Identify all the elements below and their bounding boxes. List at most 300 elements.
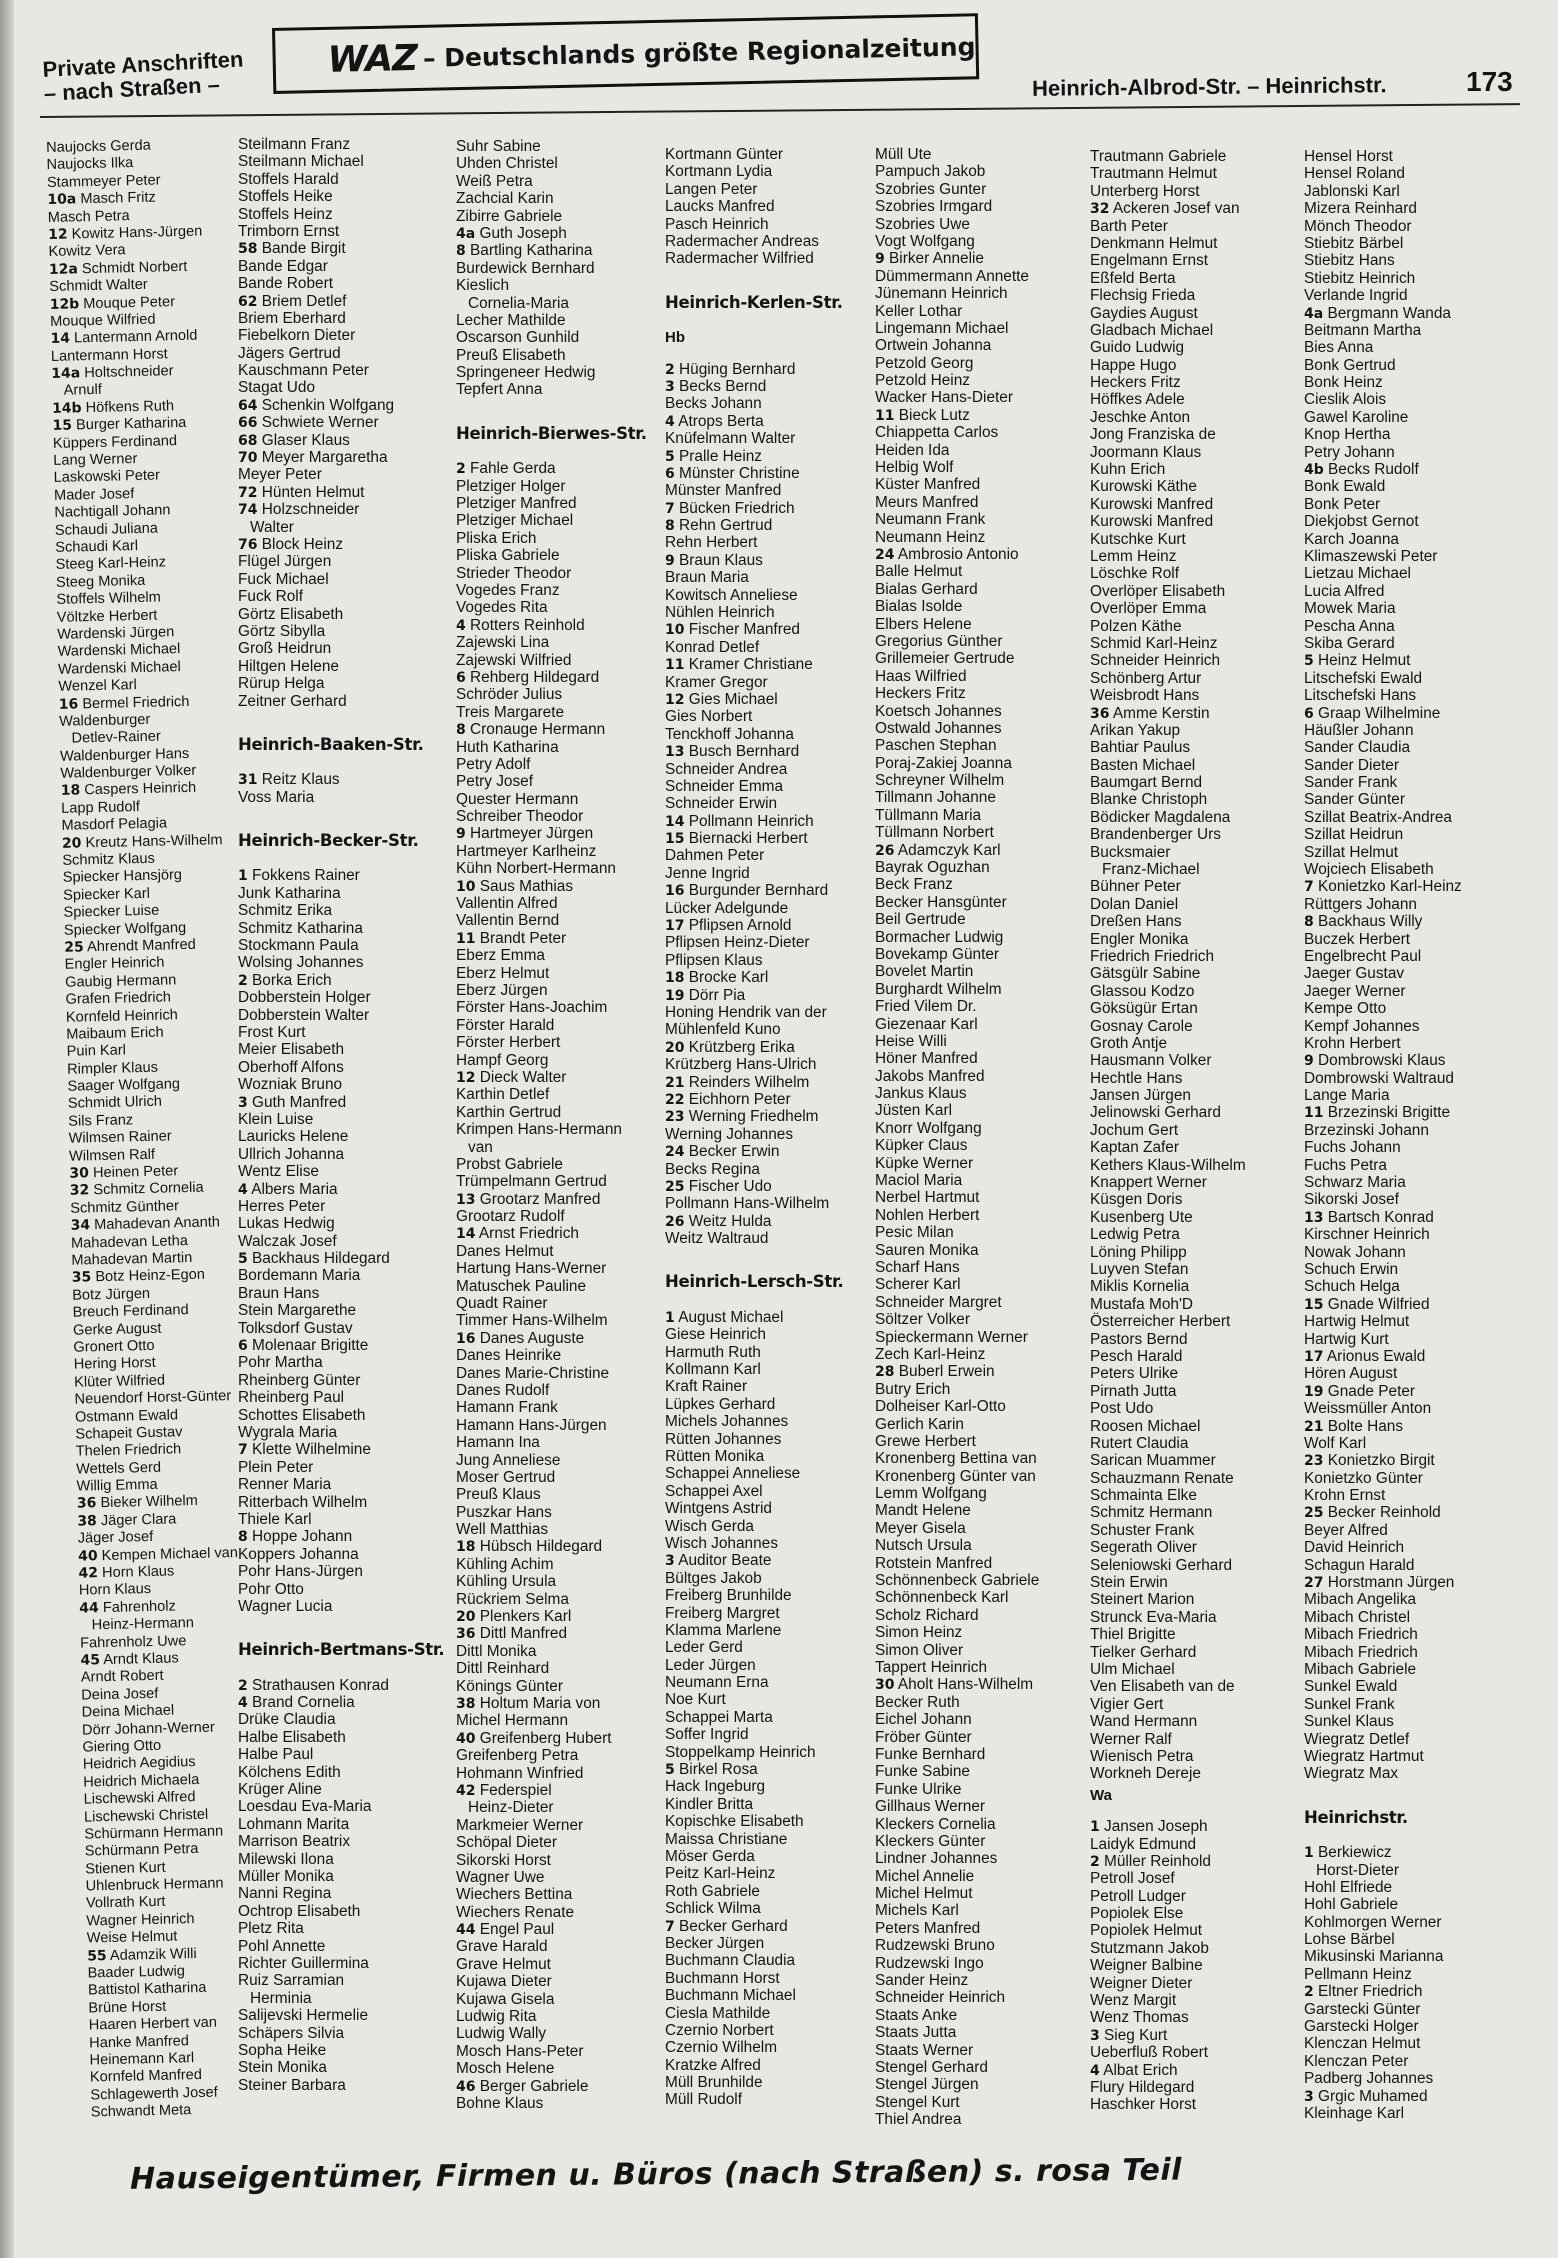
directory-entry (1090, 200, 1295, 217)
resident-name: Pohr Martha (238, 1354, 323, 1372)
resident-name: Gladbach Michael (1090, 321, 1214, 339)
directory-entry (456, 364, 661, 381)
directory-entry (665, 778, 870, 795)
resident-name: Szobries Uwe (875, 215, 970, 233)
resident-name: Sikorski Horst (456, 1851, 551, 1869)
resident-name: Arikan Yakup (1090, 721, 1181, 739)
resident-name: Werning Friedhelm (688, 1108, 819, 1126)
resident-name: Pohr Hans-Jürgen (238, 1563, 363, 1581)
resident-name: Stengel Jürgen (875, 2076, 979, 2094)
resident-name: Schagun Harald (1304, 1556, 1415, 1574)
resident-name: Krüger Aline (238, 1781, 322, 1799)
directory-entry (665, 2074, 870, 2091)
resident-name: Sander Günter (1304, 791, 1405, 809)
resident-name: Eichhorn Peter (688, 1090, 791, 1108)
resident-name: Fischer Udo (688, 1177, 772, 1195)
resident-name: Stutzmann Jakob (1090, 1939, 1209, 1957)
resident-name: Rudzewski Ingo (875, 1954, 984, 1972)
resident-name: Puszkar Hans (456, 1503, 552, 1521)
directory-entry (665, 395, 870, 412)
resident-name: Becker Reinhold (1327, 1504, 1441, 1522)
directory-entry (875, 650, 1080, 667)
resident-name: Weitz Hulda (688, 1212, 772, 1230)
resident-name: Moser Gertrud (456, 1468, 556, 1486)
directory-entry (875, 563, 1080, 580)
directory-entry (1090, 1452, 1295, 1469)
resident-name: Mizera Reinhard (1304, 200, 1417, 218)
directory-entry (456, 1139, 661, 1156)
house-number: 4 (238, 1695, 248, 1712)
directory-entry (665, 569, 870, 586)
directory-entry (238, 1372, 443, 1389)
directory-entry (456, 277, 661, 294)
resident-name: Funke Bernhard (875, 1745, 986, 1763)
resident-name: Flechsig Frieda (1090, 287, 1196, 305)
directory-entry (665, 2022, 870, 2039)
resident-name: Meyer Gisela (875, 1519, 966, 1537)
directory-entry (1090, 652, 1295, 669)
directory-entry (1090, 148, 1295, 165)
resident-name: Buberl Erwein (898, 1363, 995, 1381)
directory-entry (238, 362, 443, 379)
resident-name: Lantermann Horst (50, 345, 168, 365)
directory-entry (456, 478, 661, 495)
resident-name: Knorr Wolfgang (875, 1119, 982, 1137)
directory-entry (1090, 1940, 1295, 1957)
directory-entry (456, 1747, 661, 1764)
resident-name: Strieder Theodor (456, 564, 572, 582)
resident-name: Michel Helmut (875, 1885, 973, 1903)
resident-name: Knüfelmann Walter (665, 430, 796, 448)
directory-entry (1090, 1018, 1295, 1035)
directory-entry (238, 1041, 443, 1058)
resident-name: Dittl Reinhard (456, 1660, 550, 1678)
directory-entry (456, 599, 661, 616)
directory-entry (456, 1556, 661, 1573)
resident-name: Kühn Norbert-Hermann (456, 860, 616, 878)
resident-name: Klamma Marlene (665, 1621, 782, 1639)
directory-entry (665, 1213, 870, 1230)
resident-name: Tolksdorf Gustav (238, 1319, 353, 1337)
directory-entry (665, 1431, 870, 1448)
directory-entry (875, 1868, 1080, 1885)
resident-name: Brandt Peter (479, 929, 567, 947)
directory-entry (665, 1396, 870, 1413)
resident-name: Schürmann Hermann (84, 1823, 224, 1843)
resident-name: Wardenski Jürgen (57, 624, 175, 643)
resident-name: Sander Claudia (1304, 739, 1411, 757)
resident-name: Bonk Peter (1304, 495, 1381, 513)
resident-name: Peters Ulrike (1090, 1365, 1179, 1383)
directory-entry (875, 1242, 1080, 1259)
resident-name: Arionus Ewald (1326, 1347, 1426, 1365)
resident-name: Weise Helmut (86, 1928, 178, 1947)
directory-entry (238, 1163, 443, 1180)
resident-name: Simon Heinz (875, 1624, 963, 1642)
directory-entry (875, 1363, 1080, 1380)
directory-entry (1090, 1888, 1295, 1905)
resident-name: Förster Herbert (456, 1034, 561, 1052)
resident-name: Herres Peter (238, 1197, 326, 1215)
directory-entry (1304, 878, 1509, 895)
directory-entry (665, 813, 870, 830)
directory-entry (238, 2007, 443, 2024)
resident-name: Laidyk Edmund (1090, 1835, 1197, 1853)
directory-entry (665, 1900, 870, 1917)
resident-name: Engelbrecht Paul (1304, 947, 1422, 965)
directory-entry (238, 972, 443, 989)
directory-entry (238, 1494, 443, 1511)
directory-entry (665, 1378, 870, 1395)
resident-name: Renner Maria (238, 1476, 332, 1494)
resident-name: Arnulf (63, 382, 102, 400)
resident-name: Mouque Peter (83, 293, 176, 312)
resident-name: Saus Mathias (479, 877, 574, 895)
resident-name: Kortmann Lydia (665, 163, 773, 181)
resident-name: Stiebitz Heinrich (1304, 269, 1416, 287)
directory-entry (456, 825, 661, 842)
directory-entry (1304, 305, 1509, 322)
directory-entry (1090, 1104, 1295, 1121)
resident-name: Kowitsch Anneliese (665, 586, 798, 604)
resident-name: Szillat Helmut (1304, 843, 1399, 861)
directory-entry (1304, 826, 1509, 843)
directory-entry (238, 571, 443, 588)
resident-name: Schreiber Theodor (456, 808, 584, 826)
directory-entry (665, 2091, 870, 2108)
directory-entry (456, 1417, 661, 1434)
directory-entry (665, 969, 870, 986)
directory-entry (1090, 809, 1295, 826)
resident-name: Sieg Kurt (1104, 2026, 1168, 2044)
directory-entry (1090, 2096, 1295, 2113)
resident-name: Honing Hendrik van der (665, 1004, 827, 1021)
directory-entry (665, 847, 870, 864)
directory-entry (456, 1608, 661, 1625)
directory-entry (1090, 1000, 1295, 1017)
directory-entry (238, 310, 443, 327)
directory-entry (1090, 2079, 1295, 2096)
resident-name: van (468, 1138, 493, 1156)
directory-entry (238, 1711, 443, 1728)
resident-name: Birker Annelie (889, 250, 984, 268)
directory-entry (875, 1050, 1080, 1067)
directory-entry (238, 2042, 443, 2059)
directory-entry (456, 739, 661, 756)
directory-entry (1304, 218, 1509, 235)
resident-name: Gregorius Günther (875, 632, 1003, 650)
directory-entry (238, 1320, 443, 1337)
directory-entry (1304, 1626, 1509, 1643)
directory-entry (875, 685, 1080, 702)
resident-name: Jüsten Karl (875, 1102, 952, 1120)
resident-name: Laskowski Peter (53, 467, 161, 487)
resident-name: Grillemeier Gertrude (875, 650, 1015, 668)
directory-entry (665, 1761, 870, 1778)
resident-name: Grave Helmut (456, 1955, 551, 1973)
house-number: 23 (665, 1109, 685, 1126)
resident-name: Petzold Heinz (875, 372, 970, 390)
directory-entry (1090, 235, 1295, 252)
house-number: 7 (665, 1918, 675, 1935)
directory-entry (875, 146, 1080, 163)
directory-entry (875, 163, 1080, 180)
directory-entry (665, 1344, 870, 1361)
house-number: 3 (665, 378, 675, 395)
directory-entry (1090, 757, 1295, 774)
directory-entry (665, 1326, 870, 1343)
directory-entry (665, 1848, 870, 1865)
resident-name: Stammeyer Peter (46, 172, 161, 191)
resident-name: Sunkel Ewald (1304, 1678, 1398, 1696)
directory-column-3 (456, 138, 661, 2112)
directory-entry (1304, 809, 1509, 826)
resident-name: Schneider Margret (875, 1293, 1002, 1311)
house-number: 14a (51, 365, 81, 383)
resident-name: Schwiete Werner (261, 414, 379, 432)
directory-entry (238, 1581, 443, 1598)
resident-name: Frost Kurt (238, 1024, 306, 1041)
directory-entry (1090, 2062, 1295, 2079)
directory-entry (456, 1260, 661, 1277)
resident-name: Kratzke Alfred (665, 2056, 761, 2074)
resident-name: Spiecker Karl (62, 885, 151, 904)
resident-name: Berger Gabriele (479, 2077, 589, 2095)
resident-name: Kusenberg Ute (1090, 1208, 1193, 1226)
house-number: 2 (1090, 1853, 1100, 1870)
resident-name: Federspiel (479, 1781, 552, 1799)
resident-name: Steilmann Franz (238, 136, 351, 153)
resident-name: Lemm Heinz (1090, 547, 1177, 565)
resident-name: Dolan Daniel (1090, 895, 1179, 913)
resident-name: Kleckers Cornelia (875, 1815, 996, 1833)
directory-entry (238, 1111, 443, 1128)
directory-entry (238, 188, 443, 205)
resident-name: Krützberg Hans-Ulrich (665, 1056, 817, 1074)
resident-name: Jablonski Karl (1304, 182, 1400, 200)
resident-name: Mibach Angelika (1304, 1591, 1417, 1609)
resident-name: Heinen Peter (92, 1163, 179, 1182)
directory-entry (456, 1243, 661, 1260)
house-number: 4 (456, 617, 466, 634)
house-number: 4 (238, 1181, 248, 1198)
directory-entry (1304, 1313, 1509, 1330)
resident-name: Fuck Michael (238, 570, 329, 588)
directory-entry (665, 1726, 870, 1743)
resident-name: Strunck Eva-Maria (1090, 1608, 1217, 1626)
resident-name: Garstecki Günter (1304, 2000, 1421, 2018)
resident-name: Miklis Kornelia (1090, 1278, 1190, 1296)
resident-name: Söltzer Volker (875, 1311, 970, 1329)
resident-name: Trautmann Helmut (1090, 165, 1217, 183)
directory-entry (1304, 513, 1509, 530)
directory-entry (1304, 705, 1509, 722)
directory-entry (875, 1346, 1080, 1363)
directory-entry (875, 946, 1080, 963)
directory-entry (456, 1312, 661, 1329)
resident-name: Soffer Ingrid (665, 1726, 749, 1744)
directory-entry (1090, 583, 1295, 600)
resident-name: Eberz Helmut (456, 964, 550, 982)
resident-name: Petroll Josef (1090, 1870, 1175, 1888)
directory-entry (665, 361, 870, 378)
resident-name: Ruiz Sarramian (238, 1972, 345, 1990)
directory-entry (875, 2076, 1080, 2093)
directory-entry (456, 756, 661, 773)
resident-name: Bücken Friedrich (679, 499, 795, 517)
resident-name: Engelmann Ernst (1090, 252, 1209, 270)
resident-name: Klein Luise (238, 1110, 314, 1128)
directory-entry (1090, 1487, 1295, 1504)
directory-entry (1304, 983, 1509, 1000)
resident-name: Lemm Wolfgang (875, 1485, 987, 1503)
resident-name: Overlöper Elisabeth (1090, 582, 1226, 600)
resident-name: Weiß Petra (456, 172, 533, 190)
directory-entry (238, 640, 443, 657)
directory-entry (875, 1276, 1080, 1293)
resident-name: Pollmann Heinrich (688, 812, 814, 830)
resident-name: Spiecker Wolfgang (63, 919, 187, 939)
directory-entry (1090, 1765, 1295, 1782)
directory-entry (1304, 1644, 1509, 1661)
resident-name: Ludwig Rita (456, 2008, 537, 2026)
street-heading (238, 736, 443, 753)
directory-entry (875, 859, 1080, 876)
directory-entry (238, 1354, 443, 1371)
directory-entry (1304, 844, 1509, 861)
resident-name: Stein Erwin (1090, 1574, 1168, 1592)
directory-entry (1304, 1966, 1509, 1983)
directory-entry (456, 1295, 661, 1312)
directory-entry (238, 1250, 443, 1267)
directory-entry (665, 1952, 870, 1969)
resident-name: Tüllmann Maria (875, 806, 982, 824)
directory-entry (1304, 1087, 1509, 1104)
directory-entry (456, 843, 661, 860)
resident-name: Horn Klaus (101, 1563, 175, 1582)
resident-name: Kempen Michael van (101, 1544, 239, 1564)
house-number: 25 (1304, 1505, 1324, 1522)
directory-entry (456, 1086, 661, 1103)
directory-entry (875, 1902, 1080, 1919)
resident-name: Trimborn Ernst (238, 222, 340, 240)
resident-name: Haas Wilfried (875, 667, 967, 685)
resident-name: Kutschke Kurt (1090, 530, 1186, 548)
resident-name: Stein Monika (238, 2059, 327, 2077)
directory-entry (456, 878, 661, 895)
house-number: 40 (77, 1547, 98, 1565)
subsection-label (665, 329, 870, 346)
directory-entry (875, 494, 1080, 511)
directory-entry (665, 163, 870, 180)
resident-name: Wacker Hans-Dieter (875, 389, 1013, 407)
directory-entry (1090, 1139, 1295, 1156)
directory-entry (875, 911, 1080, 928)
directory-entry (238, 501, 443, 518)
directory-entry (1304, 1070, 1509, 1087)
resident-name: Cronauge Hermann (470, 721, 606, 739)
house-number: 14 (50, 330, 71, 348)
directory-entry (238, 606, 443, 623)
resident-name: Kramer Gregor (665, 673, 768, 691)
directory-entry (665, 1622, 870, 1639)
resident-name: Jünemann Heinrich (875, 285, 1008, 303)
resident-name: Koetsch Johannes (875, 702, 1002, 720)
directory-entry (875, 529, 1080, 546)
resident-name: Konietzko Günter (1304, 1469, 1423, 1487)
resident-name: Hiltgen Helene (238, 657, 339, 675)
directory-entry (665, 2005, 870, 2022)
house-number: 44 (79, 1599, 99, 1617)
resident-name: Grave Harald (456, 1938, 548, 1956)
resident-name: Kölchens Edith (238, 1763, 341, 1781)
directory-entry (1090, 1626, 1295, 1643)
resident-name: Roth Gabriele (665, 1882, 760, 1900)
resident-name: Werning Johannes (665, 1125, 794, 1143)
directory-entry (875, 1589, 1080, 1606)
resident-name: Klenczan Peter (1304, 2052, 1409, 2070)
resident-name: Wa (1090, 1786, 1112, 1804)
resident-name: Jung Anneliese (456, 1451, 561, 1469)
directory-entry (875, 1676, 1080, 1693)
resident-name: Pflipsen Arnold (688, 917, 792, 935)
directory-entry (238, 588, 443, 605)
directory-entry (665, 482, 870, 499)
resident-name: Preuß Elisabeth (456, 346, 566, 364)
resident-name: Schmainta Elke (1090, 1487, 1197, 1505)
resident-name: Guth Manfred (252, 1093, 347, 1111)
directory-entry (1304, 2035, 1509, 2052)
resident-name: Heise Willi (875, 1032, 947, 1050)
resident-name: Bermel Friedrich (82, 693, 190, 712)
directory-entry (456, 1121, 661, 1138)
directory-entry (875, 389, 1080, 406)
directory-entry (665, 830, 870, 847)
directory-entry (875, 355, 1080, 372)
resident-name: Kethers Klaus-Wilhelm (1090, 1156, 1246, 1174)
resident-name: Scharf Hans (875, 1259, 960, 1276)
resident-name: Lukas Hedwig (238, 1215, 335, 1233)
directory-entry (238, 1920, 443, 1937)
resident-name: Lauricks Helene (238, 1128, 349, 1146)
house-number: 30 (69, 1165, 90, 1182)
house-number: 3 (238, 1094, 248, 1111)
resident-name: Gosnay Carole (1090, 1017, 1193, 1035)
resident-name: Stagat Udo (238, 379, 316, 397)
directory-entry (875, 1207, 1080, 1224)
directory-entry (456, 1591, 661, 1608)
resident-name: Beyer Alfred (1304, 1521, 1388, 1539)
directory-entry (1090, 1957, 1295, 1974)
resident-name: Wenz Margit (1090, 1992, 1177, 2010)
resident-name: Spiecker Hansjörg (62, 867, 183, 887)
resident-name: Braun Maria (665, 569, 749, 587)
directory-entry (456, 208, 661, 225)
directory-entry (456, 634, 661, 651)
directory-entry (665, 1413, 870, 1430)
resident-name: Gnade Peter (1327, 1382, 1416, 1400)
resident-name: Hoppe Johann (252, 1528, 353, 1546)
resident-name: Stengel Gerhard (875, 2058, 988, 2076)
resident-name: Auditor Beate (678, 1552, 772, 1570)
street-name: Heinrich-Baaken-Str. (238, 734, 424, 754)
directory-entry (238, 553, 443, 570)
resident-name: Lindner Johannes (875, 1850, 998, 1868)
resident-name: Kronenberg Günter van (875, 1467, 1036, 1485)
directory-entry (238, 1476, 443, 1493)
directory-entry (456, 312, 661, 329)
directory-entry (1090, 1539, 1295, 1556)
